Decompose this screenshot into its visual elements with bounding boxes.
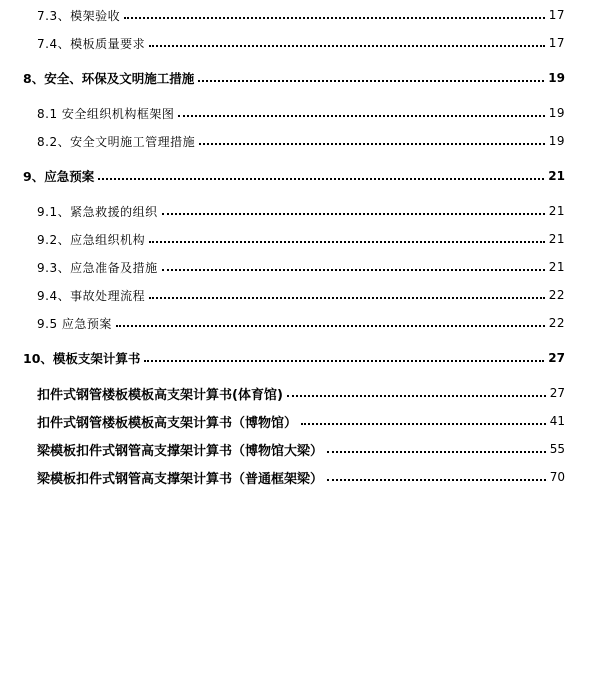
dot-leader (162, 195, 545, 215)
toc-entry-10[interactable] (0, 348, 595, 368)
dot-leader (301, 405, 546, 425)
toc-entry-title: 梁模板扣件式钢管高支撑架计算书（博物馆大梁） (37, 443, 324, 459)
toc-entry-page: 21 (548, 204, 565, 218)
toc-entry-9-3[interactable] (0, 257, 595, 277)
toc-entry-page: 27 (548, 351, 565, 365)
dot-leader (149, 223, 545, 243)
toc-entry-page: 19 (548, 71, 565, 85)
dot-leader (98, 160, 544, 180)
dot-leader (124, 0, 545, 19)
toc-entry-title: 扣件式钢管楼板模板高支架计算书（博物馆） (37, 415, 298, 431)
toc-entry-9-2[interactable] (0, 229, 595, 249)
toc-entry-title: 8、安全、环保及文明施工措施 (23, 71, 195, 86)
dot-leader (144, 342, 544, 362)
toc-entry-title: 8.1 安全组织机构框架图 (37, 106, 175, 121)
toc-entry-calc-2[interactable] (0, 411, 595, 431)
toc-entry-title: 9.5 应急预案 (37, 316, 112, 331)
dot-leader (162, 251, 545, 271)
toc-entry-title: 9.2、应急组织机构 (37, 232, 146, 247)
toc-entry-title: 扣件式钢管楼板模板高支架计算书(体育馆) (37, 387, 283, 403)
toc-entry-page: 17 (548, 8, 565, 22)
toc-entry-9-1[interactable] (0, 201, 595, 221)
dot-leader (199, 125, 545, 145)
dot-leader (178, 97, 544, 117)
dot-leader (287, 377, 546, 397)
toc-entry-9[interactable] (0, 166, 595, 186)
toc-entry-8-2[interactable] (0, 131, 595, 151)
dot-leader (327, 433, 546, 453)
toc-entry-8-1[interactable] (0, 103, 595, 123)
toc-entry-page: 41 (549, 414, 565, 428)
toc-entry-calc-4[interactable] (0, 467, 595, 487)
toc-entry-page: 70 (549, 470, 565, 484)
dot-leader (327, 461, 546, 481)
toc-entry-page: 19 (548, 134, 565, 148)
toc-entry-9-4[interactable] (0, 285, 595, 305)
toc-entry-title: 10、模板支架计算书 (23, 351, 141, 366)
toc-entry-7-3[interactable] (0, 5, 595, 25)
toc-entry-title: 9.3、应急准备及措施 (37, 260, 158, 275)
toc-entry-title: 梁模板扣件式钢管高支撑架计算书（普通框架梁） (37, 471, 324, 487)
toc-entry-9-5[interactable] (0, 313, 595, 333)
toc-entry-page: 21 (548, 232, 565, 246)
toc-entry-calc-3[interactable] (0, 439, 595, 459)
toc-entry-7-4[interactable] (0, 33, 595, 53)
toc-entry-page: 22 (548, 316, 565, 330)
toc-entry-title: 9.1、紧急救援的组织 (37, 204, 158, 219)
toc-entry-title: 9.4、事故处理流程 (37, 288, 146, 303)
toc-entry-title: 9、应急预案 (23, 169, 95, 184)
toc-entry-page: 27 (549, 386, 565, 400)
toc-entry-page: 22 (548, 288, 565, 302)
dot-leader (198, 62, 544, 82)
toc-entry-title: 8.2、安全文明施工管理措施 (37, 134, 196, 149)
toc-entry-title: 7.3、模架验收 (37, 8, 121, 23)
toc-entry-page: 17 (548, 36, 565, 50)
toc-entry-title: 7.4、模板质量要求 (37, 36, 146, 51)
toc-entry-page: 19 (548, 106, 565, 120)
dot-leader (149, 279, 545, 299)
toc-entry-page: 55 (549, 442, 565, 456)
toc-entry-page: 21 (548, 260, 565, 274)
toc-entry-calc-1[interactable] (0, 383, 595, 403)
dot-leader (149, 27, 545, 47)
toc-entry-8[interactable] (0, 68, 595, 88)
dot-leader (116, 307, 545, 327)
toc-entry-page: 21 (548, 169, 565, 183)
